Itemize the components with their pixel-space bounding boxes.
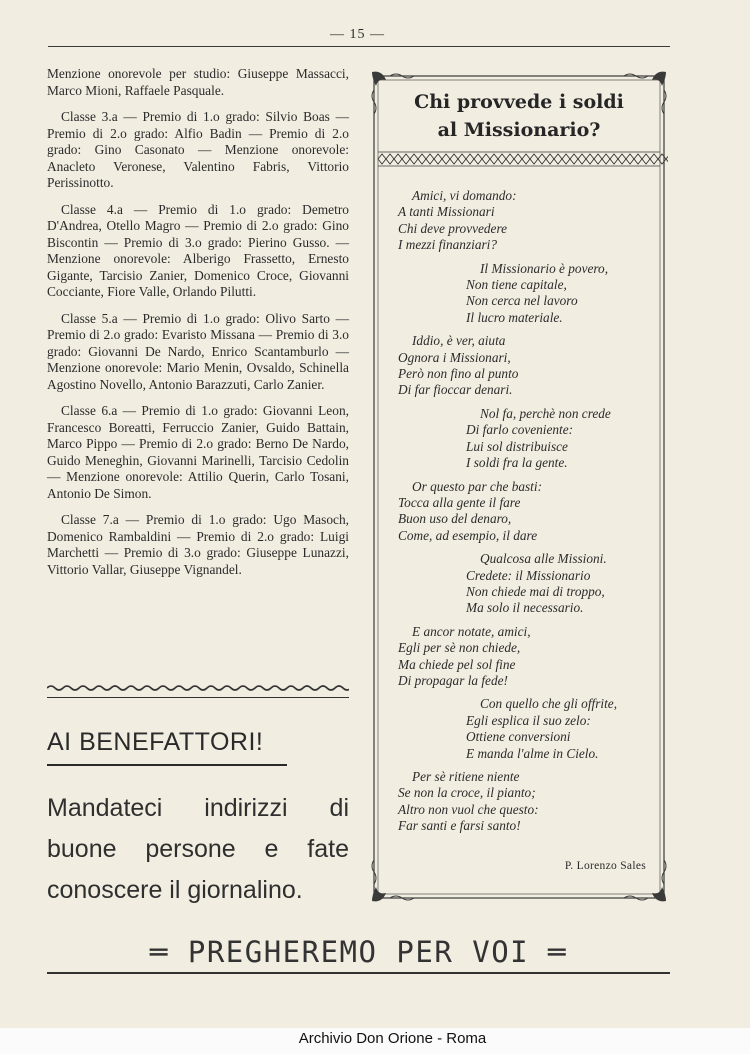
poem-line: Chi deve provvedere xyxy=(398,220,508,236)
poem-line: Se non la croce, il pianto; xyxy=(398,785,536,801)
poem-line: Nol fa, perchè non crede xyxy=(480,405,611,421)
poem-line: E ancor notate, amici, xyxy=(412,623,531,639)
paragraph-classe-6: Classe 6.a — Premio di 1.o grado: Giovanni Leon, Francesco Boreatti, Ferruccio Zanier, Guido Battain, Marco Pippo — Premio di 2.o grado: Berno De Nardo, Guido Meneghin, Giovanni Marinelli, Tarcisio Cedolin — Menzione onorevole: Attilio Querin, Carlo Tosani, Antonio De Simon. xyxy=(47,403,349,501)
poem-line: Credete: il Missionario xyxy=(466,567,591,583)
poem-line: Egli per sè non chiede, xyxy=(398,640,521,656)
footer-rule xyxy=(47,972,670,974)
poem-line: Il Missionario è povero, xyxy=(480,260,609,276)
poem-stanza xyxy=(370,406,668,472)
poem-line: Non chiede mai di troppo, xyxy=(466,583,605,599)
benefactors-title: AI BENEFATTORI! xyxy=(47,728,264,756)
poem-line: Con quello che gli offrite, xyxy=(480,696,618,712)
poem-line: Il lucro materiale. xyxy=(466,309,563,325)
benefactors-title-rule xyxy=(47,764,287,766)
paragraph-classe-7: Classe 7.a — Premio di 1.o grado: Ugo Masoch, Domenico Rambaldini — Premio di 2.o grado: Luigi Marchetti — Premio di 3.o grado: Giuseppe Lunazzi, Vittorio Vallar, Giuseppe Vignandel. xyxy=(47,512,349,577)
poem-line: Non cerca nel lavoro xyxy=(466,293,578,309)
poem-line: Far santi e farsi santo! xyxy=(398,818,521,834)
poem-line: A tanti Missionari xyxy=(398,204,495,220)
poem-stanza xyxy=(370,333,668,399)
poem-stanza xyxy=(370,624,668,690)
poem-line: I mezzi finanziari? xyxy=(398,237,497,253)
poem-line: Ottiene conversioni xyxy=(466,729,571,745)
poem-stanza xyxy=(370,551,668,617)
poem-line: Di farlo coveniente: xyxy=(466,422,574,438)
footer-banner: ═ PREGHEREMO PER VOI ═ xyxy=(149,935,568,969)
divider-rule xyxy=(47,697,349,698)
poem-line: Buon uso del denaro, xyxy=(398,511,512,527)
left-column xyxy=(47,66,349,588)
poem-line: Or questo par che basti: xyxy=(412,478,543,494)
poem-body xyxy=(370,188,668,842)
page-number: — 15 — xyxy=(330,27,385,42)
poem-line: Ognora i Missionari, xyxy=(398,349,511,365)
paragraph-mention: Menzione onorevole per studio: Giuseppe Massacci, Marco Mioni, Raffaele Pasquale. xyxy=(47,66,349,98)
poem-line: Però non fino al punto xyxy=(398,366,519,382)
poem-line: Egli esplica il suo zelo: xyxy=(466,712,591,728)
top-rule xyxy=(48,46,670,47)
poem-line: Iddio, è ver, aiuta xyxy=(412,333,506,349)
poem-stanza xyxy=(370,188,668,254)
poem-author: P. Lorenzo Sales xyxy=(564,860,646,872)
poem-line: Ma chiede pel sol fine xyxy=(398,656,516,672)
poem-stanza xyxy=(370,479,668,545)
poem-line: Qualcosa alle Missioni. xyxy=(480,551,607,567)
paragraph-classe-5: Classe 5.a — Premio di 1.o grado: Olivo Sarto — Premio di 2.o grado: Evaristo Missana — Premio di 3.o grado: Giovanni De Nardo, Enrico Scantamburlo — Menzione onorevole: Mario Menin, Ovsaldo, Schinella Agostino Novello, Antonio Barazzuti, Carlo Zanier. xyxy=(47,310,349,392)
poem-line: Amici, vi domando: xyxy=(412,188,517,203)
poem-line: Ma solo il necessario. xyxy=(466,600,584,616)
poem-stanza xyxy=(370,261,668,327)
poem-line: I soldi fra la gente. xyxy=(466,455,568,471)
poem-line: E manda l'alme in Cielo. xyxy=(466,745,599,761)
paragraph-classe-3: Classe 3.a — Premio di 1.o grado: Silvio Boas — Premio di 2.o grado: Alfio Badin — Premio di 2.o grado: Gino Casonato — Menzione onorevole: Anacleto Veronese, Valentino Fabris, Vittorio Perissinotto. xyxy=(47,109,349,190)
wavy-divider xyxy=(47,683,349,693)
poem-line: Come, ad esempio, il dare xyxy=(398,527,538,543)
benefactors-text: Mandateci indirizzi di buone persone e fate conoscere il giornalino. xyxy=(47,794,349,904)
poem-line: Tocca alla gente il fare xyxy=(398,494,521,510)
poem-stanza xyxy=(370,769,668,835)
poem-title-line-2: al Missionario? xyxy=(437,119,601,141)
paragraph-classe-4: Classe 4.a — Premio di 1.o grado: Demetro D'Andrea, Otello Magro — Premio di 2.o grado: Gino Biscontin — Premio di 3.o grado: Pierino Gusso. — Menzione onorevole: Alberigo Frassetto, Ernesto Gigante, Tarcisio Zanier, Domenico Croce, Giovanni Cocciante, Fiore Valle, Orlando Pilutti. xyxy=(47,201,349,299)
poem-line: Di propagar la fede! xyxy=(398,672,508,688)
archive-label: Archivio Don Orione - Roma xyxy=(298,1030,487,1047)
poem-line: Lui sol distribuisce xyxy=(466,438,568,454)
poem-title-line-1: Chi provvede i soldi xyxy=(414,91,624,113)
poem-box xyxy=(370,70,668,903)
poem-stanza xyxy=(370,696,668,762)
poem-line: Non tiene capitale, xyxy=(466,277,567,293)
poem-line: Per sè ritiene niente xyxy=(412,769,520,784)
poem-line: Di far fioccar denari. xyxy=(398,382,513,398)
poem-title xyxy=(370,88,668,144)
poem-line: Altro non vuol che questo: xyxy=(398,801,539,817)
